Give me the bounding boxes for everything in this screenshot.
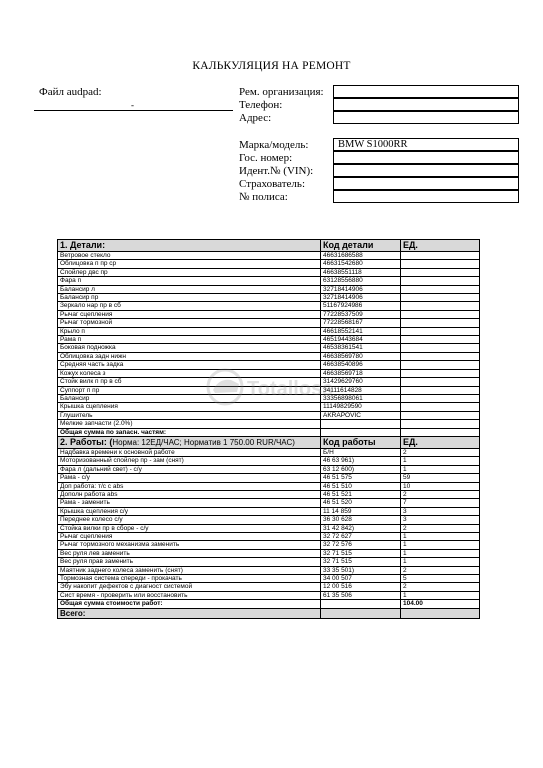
works-total-row bbox=[58, 600, 480, 608]
work-code: 12 00 516 bbox=[321, 583, 401, 591]
part-unit bbox=[401, 378, 480, 386]
work-name: Моторизованный спойлер пр - зам (снят) bbox=[58, 457, 321, 465]
work-code: 46 51 521 bbox=[321, 490, 401, 498]
work-row bbox=[58, 516, 480, 524]
watermark-text: Totalloss bbox=[247, 378, 334, 400]
work-row bbox=[58, 457, 480, 465]
work-code: 32 72 627 bbox=[321, 533, 401, 541]
work-unit: 2 bbox=[401, 524, 480, 532]
work-unit: 59 bbox=[401, 474, 480, 482]
grand-total-code bbox=[321, 608, 401, 618]
work-code: 32 71 515 bbox=[321, 549, 401, 557]
part-row bbox=[58, 369, 480, 377]
part-code: 46638569780 bbox=[321, 352, 401, 360]
part-name: Боковая подножка bbox=[58, 344, 321, 352]
work-unit: 2 bbox=[401, 490, 480, 498]
part-unit bbox=[401, 319, 480, 327]
part-code: 46638569718 bbox=[321, 369, 401, 377]
work-unit: 2 bbox=[401, 448, 480, 456]
part-unit bbox=[401, 361, 480, 369]
work-code: 32 72 576 bbox=[321, 541, 401, 549]
part-unit bbox=[401, 411, 480, 419]
work-name: Рычаг тормозного механизма заменить bbox=[58, 541, 321, 549]
vehicle-field-input[interactable] bbox=[333, 164, 519, 177]
part-code: 63128556880 bbox=[321, 277, 401, 285]
part-code: 51167924986 bbox=[321, 302, 401, 310]
calculation-table bbox=[57, 239, 480, 619]
part-unit bbox=[401, 285, 480, 293]
work-row bbox=[58, 474, 480, 482]
work-code: 46 51 520 bbox=[321, 499, 401, 507]
part-code: 46631686588 bbox=[321, 252, 401, 260]
work-unit: 1 bbox=[401, 465, 480, 473]
field-label: Рем. организация: bbox=[239, 86, 324, 98]
work-row bbox=[58, 575, 480, 583]
field-input[interactable] bbox=[333, 85, 519, 98]
part-unit bbox=[401, 344, 480, 352]
work-row bbox=[58, 558, 480, 566]
vehicle-field-input[interactable]: BMW S1000RR bbox=[333, 138, 519, 151]
parts-header-unit: ЕД. bbox=[401, 240, 480, 252]
file-label: Файл audpad: bbox=[39, 86, 102, 98]
work-row bbox=[58, 448, 480, 456]
part-row bbox=[58, 394, 480, 402]
part-code: 34111614828 bbox=[321, 386, 401, 394]
part-unit bbox=[401, 386, 480, 394]
parts-header-title: 1. Детали: bbox=[58, 240, 321, 252]
part-code: 32718414906 bbox=[321, 294, 401, 302]
part-name: Рычаг тормозной bbox=[58, 319, 321, 327]
works-header-code: Код работы bbox=[321, 436, 401, 448]
grand-total-label: Всего: bbox=[58, 608, 321, 618]
part-row bbox=[58, 302, 480, 310]
work-name: Стойка вилки пр в сборе - с/у bbox=[58, 524, 321, 532]
work-name: Эбу накопит дефектов с диагност системой bbox=[58, 583, 321, 591]
work-unit: 2 bbox=[401, 583, 480, 591]
part-name: Фара п bbox=[58, 277, 321, 285]
part-code: 46618552141 bbox=[321, 327, 401, 335]
part-row bbox=[58, 327, 480, 335]
work-name: Рама - заменить bbox=[58, 499, 321, 507]
parts-total-row bbox=[58, 428, 480, 436]
vehicle-field-input[interactable] bbox=[333, 190, 519, 203]
work-name: Сист время - проверить или восстановить bbox=[58, 591, 321, 599]
part-row bbox=[58, 344, 480, 352]
work-row bbox=[58, 490, 480, 498]
part-name: Балансир пр bbox=[58, 294, 321, 302]
part-code: 46519443684 bbox=[321, 336, 401, 344]
works-header-title bbox=[58, 436, 321, 448]
work-unit: 1 bbox=[401, 541, 480, 549]
work-row bbox=[58, 465, 480, 473]
work-code: 46 51 510 bbox=[321, 482, 401, 490]
part-row bbox=[58, 411, 480, 419]
work-row bbox=[58, 541, 480, 549]
part-unit bbox=[401, 403, 480, 411]
part-unit bbox=[401, 252, 480, 260]
parts-total-value bbox=[401, 428, 480, 436]
work-code: 33 35 501) bbox=[321, 566, 401, 574]
part-row bbox=[58, 252, 480, 260]
part-code: 46631542680 bbox=[321, 260, 401, 268]
file-value: - bbox=[131, 100, 134, 110]
part-unit bbox=[401, 260, 480, 268]
field-input[interactable] bbox=[333, 98, 519, 111]
part-row bbox=[58, 285, 480, 293]
work-row bbox=[58, 507, 480, 515]
work-row bbox=[58, 482, 480, 490]
part-row bbox=[58, 294, 480, 302]
field-label: Телефон: bbox=[239, 99, 283, 111]
work-row bbox=[58, 549, 480, 557]
work-name: Крышка сцепления с/у bbox=[58, 507, 321, 515]
work-row bbox=[58, 524, 480, 532]
part-unit bbox=[401, 277, 480, 285]
file-underline bbox=[34, 110, 233, 111]
works-total-code bbox=[321, 600, 401, 608]
part-row bbox=[58, 420, 480, 428]
part-row bbox=[58, 336, 480, 344]
work-unit: 1 bbox=[401, 591, 480, 599]
part-row bbox=[58, 403, 480, 411]
work-row bbox=[58, 566, 480, 574]
grand-total-value bbox=[401, 608, 480, 618]
part-name: Балансир bbox=[58, 394, 321, 402]
part-name: Стойк вилк п пр в сб bbox=[58, 378, 321, 386]
part-row bbox=[58, 260, 480, 268]
part-row bbox=[58, 277, 480, 285]
part-unit bbox=[401, 369, 480, 377]
vehicle-field-label: № полиса: bbox=[239, 191, 288, 203]
vehicle-field-input[interactable] bbox=[333, 177, 519, 190]
parts-total-label: Общая сумма по запасн. частям: bbox=[58, 428, 321, 436]
work-code: 36 30 628 bbox=[321, 516, 401, 524]
work-row bbox=[58, 591, 480, 599]
works-header-norm: Норма: 12ЕД/ЧАС; Норматив 1 750.00 RUR/ЧАС) bbox=[112, 437, 295, 447]
parts-header-row bbox=[58, 240, 480, 252]
part-code: 46638551118 bbox=[321, 268, 401, 276]
part-unit bbox=[401, 420, 480, 428]
part-row bbox=[58, 268, 480, 276]
work-unit: 3 bbox=[401, 516, 480, 524]
field-label: Адрес: bbox=[239, 112, 272, 124]
work-code: 46 51 575 bbox=[321, 474, 401, 482]
work-unit: 10 bbox=[401, 482, 480, 490]
part-name: Средняя часть задка bbox=[58, 361, 321, 369]
part-name: Глушитель bbox=[58, 411, 321, 419]
work-name: Маятник заднего колеса заменить (снят) bbox=[58, 566, 321, 574]
part-unit bbox=[401, 394, 480, 402]
works-header-label: 2. Работы: ( bbox=[60, 436, 113, 447]
work-name: Дополн работа abs bbox=[58, 490, 321, 498]
work-code: 32 71 515 bbox=[321, 558, 401, 566]
vehicle-field-label: Гос. номер: bbox=[239, 152, 293, 164]
work-code: 61 35 506 bbox=[321, 591, 401, 599]
grand-total-row bbox=[58, 608, 480, 618]
work-code: 11 14 859 bbox=[321, 507, 401, 515]
work-name: Доп работа: т/с с abs bbox=[58, 482, 321, 490]
part-unit bbox=[401, 268, 480, 276]
page-title: КАЛЬКУЛЯЦИЯ НА РЕМОНТ bbox=[192, 60, 351, 72]
part-name: Облицовка задн нижн bbox=[58, 352, 321, 360]
work-row bbox=[58, 583, 480, 591]
work-code: 46 63 961) bbox=[321, 457, 401, 465]
part-name: Крыло п bbox=[58, 327, 321, 335]
part-code: 46638540896 bbox=[321, 361, 401, 369]
part-name: Спойлер двс пр bbox=[58, 268, 321, 276]
part-code: 32718414906 bbox=[321, 285, 401, 293]
part-unit bbox=[401, 302, 480, 310]
work-unit: 2 bbox=[401, 566, 480, 574]
part-code: 31429629760 bbox=[321, 378, 401, 386]
field-input[interactable] bbox=[333, 111, 519, 124]
part-name: Ветровое стекло bbox=[58, 252, 321, 260]
part-code bbox=[321, 420, 401, 428]
part-code: 77228537509 bbox=[321, 310, 401, 318]
work-code: 31 42 842) bbox=[321, 524, 401, 532]
vehicle-field-label: Марка/модель: bbox=[239, 139, 309, 151]
part-row bbox=[58, 386, 480, 394]
part-name: Суппорт п пр bbox=[58, 386, 321, 394]
part-code: AKRAPOVIC bbox=[321, 411, 401, 419]
work-code: Б/Н bbox=[321, 448, 401, 456]
part-code: 77228568167 bbox=[321, 319, 401, 327]
work-code: 63 12 600) bbox=[321, 465, 401, 473]
works-header-row bbox=[58, 436, 480, 448]
parts-total-code bbox=[321, 428, 401, 436]
part-code: 46538361541 bbox=[321, 344, 401, 352]
work-unit: 5 bbox=[401, 575, 480, 583]
part-unit bbox=[401, 310, 480, 318]
works-total-label: Общая сумма стоимости работ: bbox=[58, 600, 321, 608]
part-row bbox=[58, 378, 480, 386]
work-code: 34 00 507 bbox=[321, 575, 401, 583]
part-code: 11149829590 bbox=[321, 403, 401, 411]
work-unit: 1 bbox=[401, 457, 480, 465]
work-unit: 1 bbox=[401, 558, 480, 566]
part-name: Мелкие запчасти (2.0%) bbox=[58, 420, 321, 428]
part-name: Кожух колеса з bbox=[58, 369, 321, 377]
work-row bbox=[58, 499, 480, 507]
part-row bbox=[58, 319, 480, 327]
vehicle-field-label: Идент.№ (VIN): bbox=[239, 165, 314, 177]
work-unit: 1 bbox=[401, 549, 480, 557]
vehicle-field-input[interactable] bbox=[333, 151, 519, 164]
vehicle-field-label: Страхователь: bbox=[239, 178, 305, 190]
part-unit bbox=[401, 327, 480, 335]
work-name: Надбавка времени к основной работе bbox=[58, 448, 321, 456]
work-name: Рама - с/у bbox=[58, 474, 321, 482]
work-name: Тормозная система спереди - прокачать bbox=[58, 575, 321, 583]
part-row bbox=[58, 310, 480, 318]
part-name: Балансир л bbox=[58, 285, 321, 293]
works-total-value: 104.00 bbox=[401, 600, 480, 608]
work-name: Вес руля лев заменить bbox=[58, 549, 321, 557]
part-name: Крышка сцепления bbox=[58, 403, 321, 411]
work-unit: 1 bbox=[401, 533, 480, 541]
work-name: Вес руля прав заменить bbox=[58, 558, 321, 566]
work-name: Рычаг сцепления bbox=[58, 533, 321, 541]
part-name: Рама п bbox=[58, 336, 321, 344]
parts-header-code: Код детали bbox=[321, 240, 401, 252]
work-name: Переднее колесо с/у bbox=[58, 516, 321, 524]
part-unit bbox=[401, 294, 480, 302]
part-code: 33356898061 bbox=[321, 394, 401, 402]
work-name: Фара л (дальний свет) - с/у bbox=[58, 465, 321, 473]
part-name: Рычаг сцепления bbox=[58, 310, 321, 318]
part-unit bbox=[401, 352, 480, 360]
part-unit bbox=[401, 336, 480, 344]
works-header-unit: ЕД. bbox=[401, 436, 480, 448]
work-unit: 3 bbox=[401, 507, 480, 515]
part-name: Облицовка п пр ср bbox=[58, 260, 321, 268]
work-row bbox=[58, 533, 480, 541]
part-name: Зеркало нар пр в сб bbox=[58, 302, 321, 310]
part-row bbox=[58, 352, 480, 360]
part-row bbox=[58, 361, 480, 369]
work-unit: 7 bbox=[401, 499, 480, 507]
